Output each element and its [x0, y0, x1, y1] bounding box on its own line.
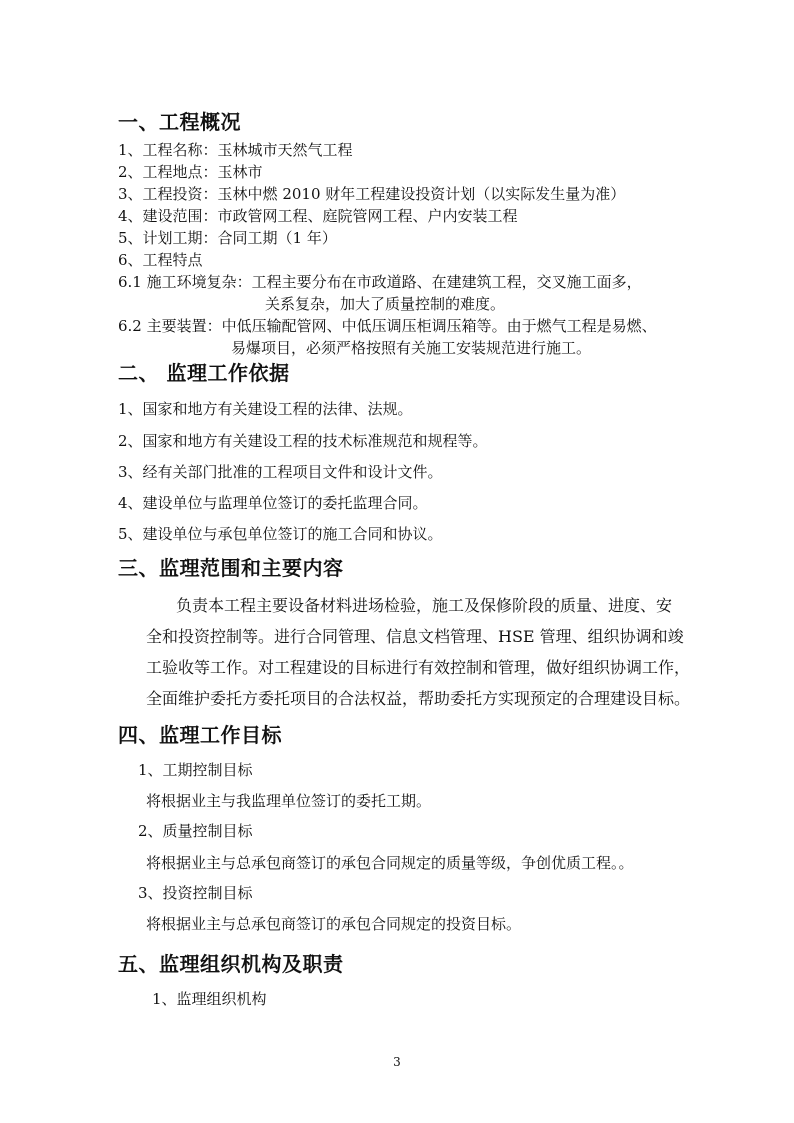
goal-schedule-title: 1、工期控制目标	[138, 761, 253, 779]
section-heading-4: 四、监理工作目标	[118, 723, 282, 747]
goal-investment-title: 3、投资控制目标	[138, 884, 253, 902]
feature-6-1-line: 6.1 施工环境复杂：工程主要分布在市政道路、在建建筑工程，交叉施工面多，	[118, 273, 642, 291]
feature-6-1-continuation: 关系复杂，加大了质量控制的难度。	[265, 295, 506, 313]
feature-6-2-line: 6.2 主要装置：中低压输配管网、中低压调压柜调压箱等。由于燃气工程是易燃、	[118, 317, 657, 335]
scope-paragraph-line-3: 工验收等工作。对工程建设的目标进行有效控制和管理，做好组织协调工作，	[146, 658, 691, 677]
section-heading-5: 五、监理组织机构及职责	[118, 952, 344, 976]
organization-item-1: 1、监理组织机构	[152, 990, 267, 1008]
basis-item-3: 3、经有关部门批准的工程项目文件和设计文件。	[118, 463, 443, 481]
scope-paragraph-line-2: 全和投资控制等。进行合同管理、信息文档管理、HSE 管理、组织协调和竣	[146, 627, 684, 646]
section-heading-2: 二、 监理工作依据	[118, 361, 290, 385]
goal-quality-title: 2、质量控制目标	[138, 822, 253, 840]
goal-quality-desc: 将根据业主与总承包商签订的承包合同规定的质量等级，争创优质工程。。	[146, 854, 634, 872]
goal-investment-desc: 将根据业主与总承包商签订的承包合同规定的投资目标。	[146, 915, 522, 933]
planned-duration-line: 5、计划工期：合同工期（1 年）	[118, 229, 337, 247]
scope-paragraph-line-4: 全面维护委托方委托项目的合法权益，帮助委托方实现预定的合理建设目标。	[146, 689, 691, 708]
project-features-line: 6、工程特点	[118, 251, 203, 269]
basis-item-4: 4、建设单位与监理单位签订的委托监理合同。	[118, 494, 428, 512]
goal-schedule-desc: 将根据业主与我监理单位签订的委托工期。	[146, 792, 432, 810]
scope-paragraph-line-1: 负责本工程主要设备材料进场检验，施工及保修阶段的质量、进度、安	[176, 596, 673, 615]
project-location-line: 2、工程地点：玉林市	[118, 163, 263, 181]
project-name-line: 1、工程名称：玉林城市天然气工程	[118, 141, 353, 159]
project-investment-line: 3、工程投资：玉林中燃 2010 财年工程建设投资计划（以实际发生量为准）	[118, 185, 626, 203]
section-heading-3: 三、监理范围和主要内容	[118, 556, 344, 580]
basis-item-2: 2、国家和地方有关建设工程的技术标准规范和规程等。	[118, 432, 488, 450]
feature-6-2-continuation: 易爆项目，必须严格按照有关施工安装规范进行施工。	[231, 339, 592, 357]
construction-scope-line: 4、建设范围：市政管网工程、庭院管网工程、户内安装工程	[118, 207, 518, 225]
basis-item-5: 5、建设单位与承包单位签订的施工合同和协议。	[118, 525, 443, 543]
section-heading-1: 一、工程概况	[118, 110, 241, 134]
page-number: 3	[393, 1055, 401, 1069]
basis-item-1: 1、国家和地方有关建设工程的法律、法规。	[118, 400, 413, 418]
